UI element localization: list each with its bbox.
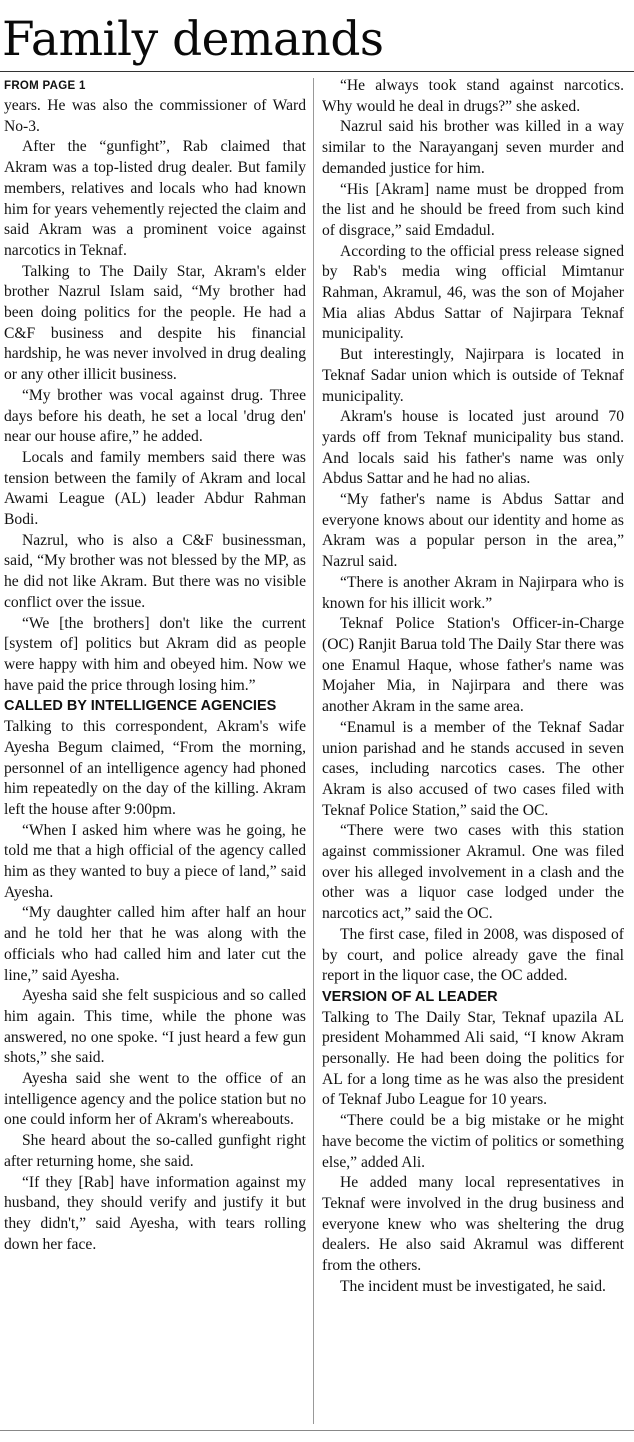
paragraph: “There is another Akram in Najirpara who is known for his illicit work.” <box>322 573 624 612</box>
paragraph: “His [Akram] name must be dropped from the list and he should be freed from such kind of disgrace,” said Emdadul. <box>322 180 624 239</box>
bottom-rule <box>0 1430 634 1431</box>
section-subhead: VERSION OF AL LEADER <box>322 988 498 1005</box>
paragraph: Talking to this correspondent, Akram's wife Ayesha Begum claimed, “From the morning, personnel of an intelligence agency had phoned him repeatedly on the day of the killing. Akram left the house after 9:00pm. <box>4 718 306 818</box>
paragraph: years. He was also the commissioner of Ward No-3. <box>4 97 306 135</box>
paragraph: After the “gunfight”, Rab claimed that Akram was a top-listed drug dealer. But family members, relatives and locals who had known him for years vehemently rejected the claim and said Akram was a prominent voice against narcotics in Teknaf. <box>4 138 306 259</box>
paragraph: “My daughter called him after half an hour and he told her that he was along with the officials who had called him and later cut the line,” said Ayesha. <box>4 904 306 984</box>
paragraph: According to the official press release signed by Rab's media wing official Mimtanur Rahman, Akramul, 46, was the son of Mojaher Mia alias Abdus Sattar of Najirpara Teknaf municipality. <box>322 242 624 343</box>
paragraph: “If they [Rab] have information against my husband, they should verify and justify it but they didn't,” said Ayesha, with tears rolling down her face. <box>4 1173 306 1253</box>
paragraph: Ayesha said she felt suspicious and so called him again. This time, while the phone was answered, no one spoke. “I just heard a few gun shots,” she said. <box>4 987 306 1067</box>
paragraph: “When I asked him where was he going, he told me that a high official of the agency called him as they wanted to buy a piece of land,” said Ayesha. <box>4 821 306 901</box>
paragraph: “Enamul is a member of the Teknaf Sadar union parishad and he stands accused in seven cases, including narcotics cases. The other Akram is also accused of two cases filed with Teknaf Police Station,” said the OC. <box>322 718 624 819</box>
paragraph: “My father's name is Abdus Sattar and everyone knows about our identity and home as Akram was a popular person in the area,” Nazrul said. <box>322 491 624 571</box>
paragraph: “We [the brothers] don't like the current [system of] politics but Akram did as people were happy with him and obeyed him. Now we have paid the price through losing him.” <box>4 614 306 694</box>
left-column <box>4 76 306 1255</box>
paragraph: The first case, filed in 2008, was disposed of by court, and police already gave the final report in the liquor case, the OC added. <box>322 925 624 985</box>
paragraph: Nazrul, who is also a C&F businessman, said, “My brother was not blessed by the MP, as he did not like Akram. But there was no visible conflict over the issue. <box>4 531 306 611</box>
paragraph: “There could be a big mistake or he might have become the victim of politics or something else,” added Ali. <box>322 1112 624 1171</box>
paragraph: Ayesha said she went to the office of an intelligence agency and the police station but no one could inform her of Akram's whereabouts. <box>4 1070 306 1129</box>
headline: Family demands <box>2 12 384 67</box>
paragraph: Akram's house is located just around 70 yards off from Teknaf municipality bus stand. And locals said his father's name was only Abdus Sattar and he had no alias. <box>322 408 624 488</box>
paragraph: “He always took stand against narcotics. Why would he deal in drugs?” she asked. <box>322 77 624 115</box>
paragraph: Nazrul said his brother was killed in a way similar to the Narayanganj seven murder and demanded justice for him. <box>322 118 624 177</box>
paragraph: He added many local representatives in Teknaf were involved in the drug business and everyone knew who was sheltering the drug dealers. He also said Akramul was different from the others. <box>322 1174 624 1275</box>
paragraph: Talking to The Daily Star, Teknaf upazila AL president Mohammed Ali said, “I know Akram personally. He had been doing the politics for AL for a long time as he was also the president of Teknaf Jubo League for 10 years. <box>322 1008 624 1109</box>
from-page-label: FROM PAGE 1 <box>4 80 86 92</box>
paragraph: “There were two cases with this station against commissioner Akramul. One was filed over his alleged involvement in a clash and the other was a liquor case lodged under the narcotics act,” said the OC. <box>322 822 624 923</box>
headline-rule <box>0 71 634 72</box>
paragraph: Teknaf Police Station's Officer-in-Charge (OC) Ranjit Barua told The Daily Star there was one Enamul Haque, whose father's name was Mojaher Mia, in Najirpara and there was another Akram in the same area. <box>322 615 624 716</box>
paragraph: But interestingly, Najirpara is located in Teknaf Sadar union which is outside of Teknaf municipality. <box>322 346 624 405</box>
paragraph: “My brother was vocal against drug. Three days before his death, he set a local 'drug den' near our house afire,” he added. <box>4 386 306 446</box>
paragraph: Locals and family members said there was tension between the family of Akram and local Awami League (AL) leader Abdur Rahman Bodi. <box>4 448 306 529</box>
right-column <box>322 76 624 1297</box>
paragraph: The incident must be investigated, he said. <box>340 1277 606 1295</box>
paragraph: Talking to The Daily Star, Akram's elder brother Nazrul Islam said, “My brother had been doing politics for the people. He had a C&F business and despite his financial hardship, he was never involved in drug dealing or any other illicit business. <box>4 262 306 384</box>
section-subhead: CALLED BY INTELLIGENCE AGENCIES <box>4 698 277 715</box>
paragraph: She heard about the so-called gunfight right after returning home, she said. <box>4 1132 306 1170</box>
column-divider <box>313 78 314 1424</box>
